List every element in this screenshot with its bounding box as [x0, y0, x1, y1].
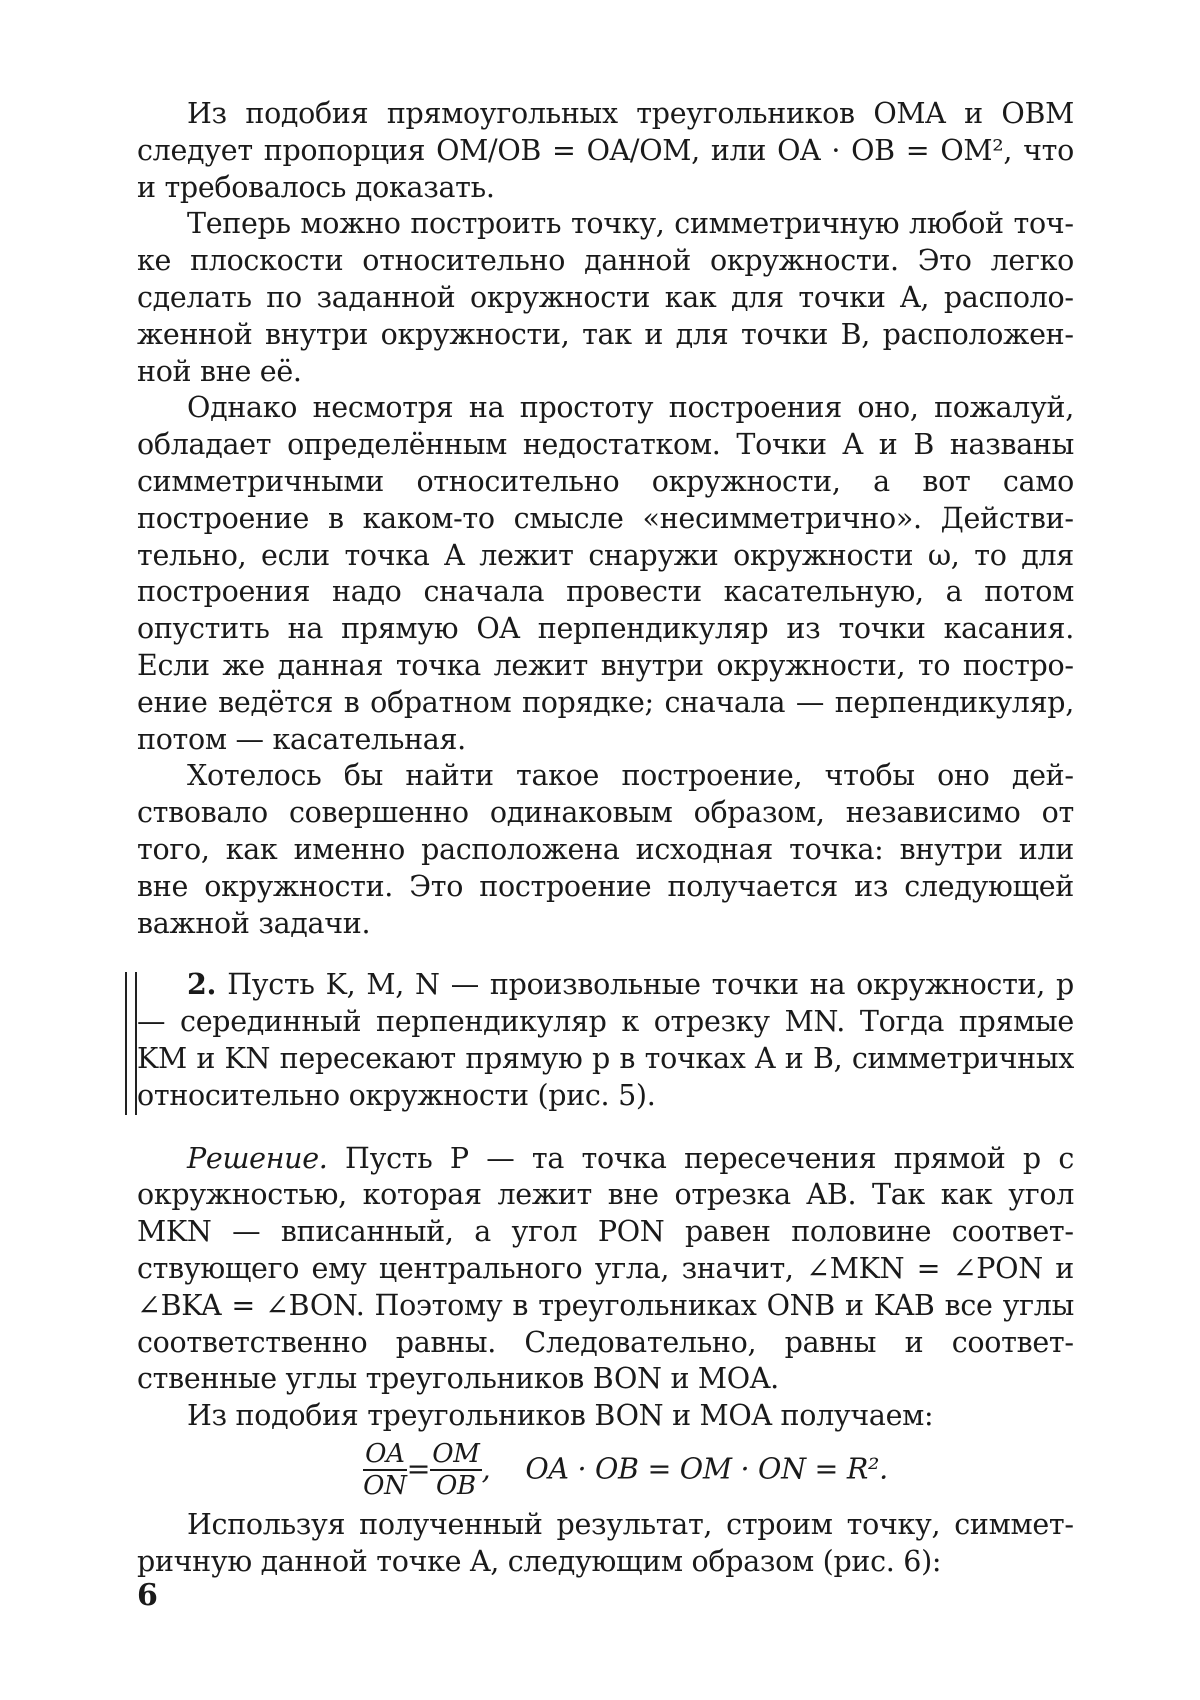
- formula: [137, 1439, 1074, 1501]
- paragraph-proof-conclusion: Из подобия прямоугольных треугольников OMA и OBM следует пропорция OM/OB = OA/OM, или OA · OB = OM², что и требовалось доказать.: [137, 96, 1074, 206]
- task-statement: [137, 966, 1074, 1114]
- fraction-denominator: OB: [430, 1471, 481, 1501]
- solution-paragraph: [137, 1141, 1074, 1399]
- paragraph-goal: Хотелось бы найти такое построение, чтобы оно дей­ствовало совершенно одинаковым образом, независимо от того, как именно расположена исходная точка: внутри или вне окружности. Это построение получается из следующей важной задачи.: [137, 758, 1074, 942]
- paragraph-drawback: Однако несмотря на простоту построения оно, пожалуй, обладает определённым недостатком. Точки A и B назва­ны симметричными относительно окружности, а вот само построение в каком-то смысле «несимметрично». Действи­тельно, если точка A лежит снаружи окружности ω, то для построения надо сначала провести касательную, а потом опустить на прямую OA перпендикуляр из точки касания. Если же данная точка лежит внутри окружности, то постро­ение ведётся в обратном порядке; сначала — перпендикуляр, потом — касательная.: [137, 390, 1074, 758]
- task-number: 2.: [187, 967, 216, 1001]
- paragraph-construction: Теперь можно построить точку, симметричную любой точ­ке плоскости относительно данной окружности. Это легко сделать по заданной окружности как для точки A, располо­женной внутри окружности, так и для точки B, расположен­ной вне её.: [137, 206, 1074, 390]
- similarity-intro: Из подобия треугольников BON и MOA получаем:: [137, 1398, 1074, 1435]
- fraction-numerator: OM: [430, 1439, 481, 1471]
- book-page: [0, 0, 1200, 1700]
- fraction-om-ob: [430, 1439, 481, 1501]
- task-block: [137, 966, 1074, 1114]
- fraction-oa-on: [363, 1439, 407, 1501]
- task-text: Пусть K, M, N — произвольные точки на окружности, p — серединный перпендикуляр к отрезку MN. Тогда пря­мые KM и KN пересекают прямую p в точках A и B, симметричных относительно окружности (рис. 5).: [137, 968, 1074, 1111]
- paragraph-construction-steps: Используя полученный результат, строим точку, симмет­ричную данной точке A, следующим образом (рис. 6):: [137, 1507, 1074, 1581]
- solution-text: Пусть P — та точка пересечения прямой p с окружностью, которая лежит вне отрезка AB. Так как угол MKN — вписанный, а угол PON равен половине соответ­ствующего ему центрального угла, значит, ∠MKN = ∠PON и ∠BKA = ∠BON. Поэтому в треугольниках ONB и KAB все углы соответственно равны. Следовательно, равны и соответ­ственные углы треугольников BON и MOA.: [137, 1142, 1074, 1396]
- fraction-numerator: OA: [363, 1439, 407, 1471]
- solution-label: Решение.: [187, 1142, 328, 1175]
- page-number: 6: [137, 1578, 158, 1613]
- equals-sign: =: [407, 1452, 431, 1485]
- page-body: [137, 96, 1074, 1580]
- formula-rest: , OA · OB = OM · ON = R².: [482, 1452, 888, 1485]
- task-margin-bars: [125, 972, 137, 1114]
- fraction-denominator: ON: [363, 1471, 407, 1501]
